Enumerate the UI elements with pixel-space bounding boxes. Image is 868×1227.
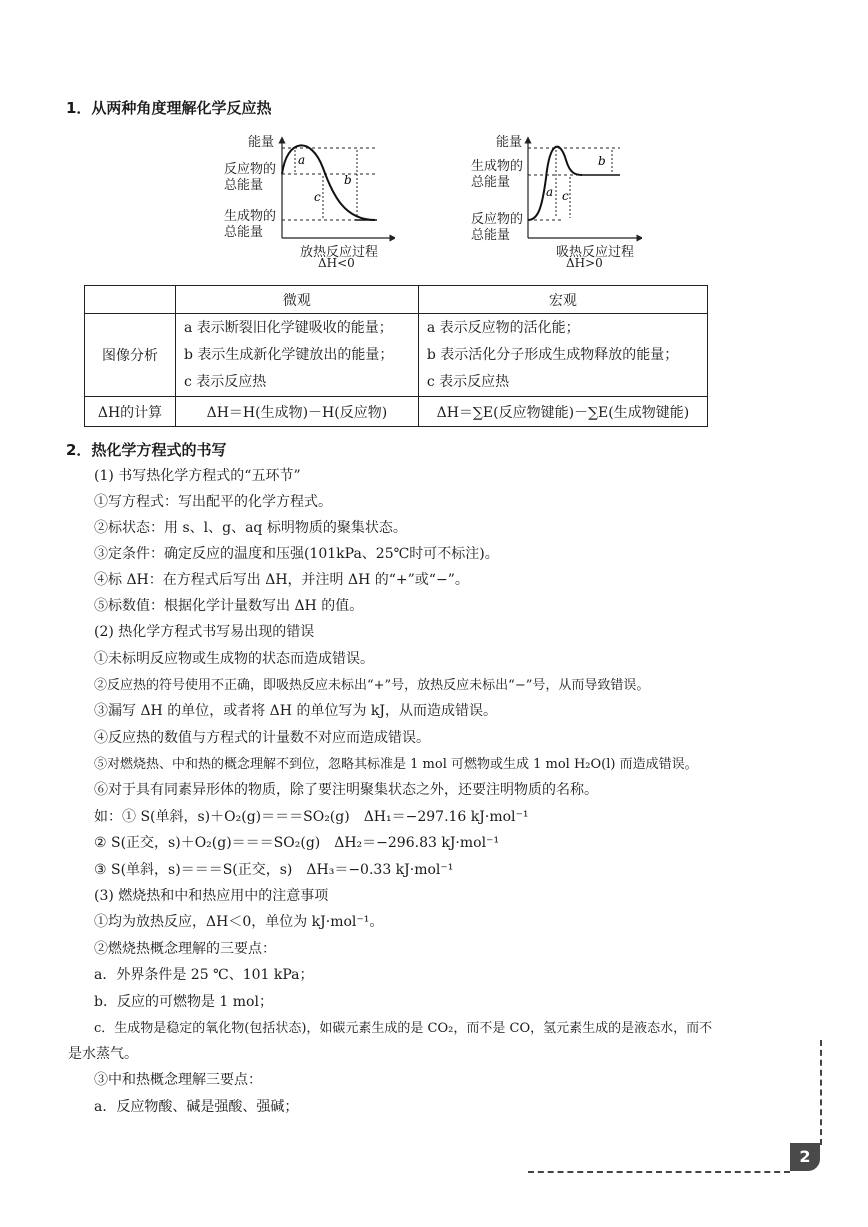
text-line: ③ S(单斜，s)＝＝＝S(正交，s) ΔH₃＝−0.33 kJ·mol⁻¹ <box>94 862 454 878</box>
mark-c: c <box>562 189 569 203</box>
text-line: a．外界条件是 25 ℃、101 kPa； <box>94 967 314 983</box>
left-product-label-2: 总能量 <box>224 225 264 240</box>
text-line: ③定条件：确定反应的温度和压强(101kPa、25℃时可不标注)。 <box>94 546 499 562</box>
text-line: (2) 热化学方程式书写易出现的错误 <box>94 624 315 640</box>
text-line: ①未标明反应物或生成物的状态而造成错误。 <box>94 651 374 667</box>
text-line: 是水蒸气。 <box>68 1046 138 1062</box>
header-macro: 宏观 <box>418 286 707 314</box>
calc-micro: ΔH＝H(生成物)－H(反应物) <box>176 397 419 427</box>
text-line: ②反应热的符号使用不正确，即吸热反应未标出“+”号，放热反应未标出“−”号，从而导致错误。 <box>94 678 650 693</box>
mark-b: b <box>598 154 606 168</box>
reaction-heat-table <box>84 285 708 427</box>
section1-title: 1．从两种角度理解化学反应热 <box>66 99 272 117</box>
macro-cell: a 表示反应物的活化能； b 表示活化分子形成生成物释放的能量； c 表示反应热 <box>418 314 707 397</box>
right-y-label: 能量 <box>496 135 523 150</box>
mark-c: c <box>314 190 321 204</box>
text-line: ④标 ΔH：在方程式后写出 ΔH，并注明 ΔH 的“+”或“−”。 <box>94 572 469 588</box>
text-line: ①均为放热反应，ΔH＜0，单位为 kJ·mol⁻¹。 <box>94 914 384 930</box>
text-line: ③中和热概念理解三要点： <box>94 1072 262 1088</box>
mark-b: b <box>344 173 352 187</box>
text-line: b．反应的可燃物是 1 mol； <box>94 994 273 1010</box>
text-line: a．反应物酸、碱是强酸、强碱； <box>94 1099 299 1115</box>
text-line: ② S(正交，s)＋O₂(g)＝＝＝SO₂(g) ΔH₂＝−296.83 kJ·mol⁻¹ <box>94 835 500 851</box>
left-y-label: 能量 <box>248 135 275 150</box>
left-caption: 放热反应过程 <box>300 245 379 260</box>
footer-dashes <box>528 1171 790 1173</box>
row-label-analysis: 图像分析 <box>85 314 176 397</box>
left-reactant-label-1: 反应物的 <box>224 162 277 177</box>
text-line: 如：① S(单斜，s)＋O₂(g)＝＝＝SO₂(g) ΔH₁＝−297.16 kJ·mol⁻¹ <box>94 809 529 825</box>
right-reactant-label-1: 反应物的 <box>471 212 524 227</box>
mark-a: a <box>298 153 306 167</box>
left-reactant-label-2: 总能量 <box>224 178 264 193</box>
section2-title: 2．热化学方程式的书写 <box>66 441 227 459</box>
calc-macro: ΔH＝∑E(反应物键能)－∑E(生成物键能) <box>418 397 707 427</box>
text-line: ②燃烧热概念理解的三要点： <box>94 941 276 957</box>
text-line: (3) 燃烧热和中和热应用中的注意事项 <box>94 888 329 904</box>
text-line: ④反应热的数值与方程式的计量数不对应而造成错误。 <box>94 730 430 746</box>
mark-a: a <box>546 185 554 199</box>
text-line: ⑤标数值：根据化学计量数写出 ΔH 的值。 <box>94 598 364 614</box>
text-line: ⑥对于具有同素异形体的物质，除了要注明聚集状态之外，还要注明物质的名称。 <box>94 782 598 798</box>
text-line: (1) 书写热化学方程式的“五环节” <box>94 468 301 484</box>
text-line: ①写方程式：写出配平的化学方程式。 <box>94 494 332 510</box>
header-micro: 微观 <box>176 286 419 314</box>
right-reactant-label-2: 总能量 <box>471 228 511 243</box>
right-product-label-2: 总能量 <box>471 175 511 190</box>
right-subcaption: ΔH>0 <box>566 256 603 270</box>
right-product-label-1: 生成物的 <box>471 159 524 174</box>
row-label-calc: ΔH的计算 <box>85 397 176 427</box>
text-line: ⑤对燃烧热、中和热的概念理解不到位，忽略其标准是 1 mol 可燃物或生成 1 mol H₂O(l) 而造成错误。 <box>94 757 698 772</box>
left-product-label-1: 生成物的 <box>224 209 277 224</box>
text-line: ②标状态：用 s、l、g、aq 标明物质的聚集状态。 <box>94 520 407 536</box>
left-subcaption: ΔH<0 <box>318 256 355 270</box>
micro-cell: a 表示断裂旧化学键吸收的能量； b 表示生成新化学键放出的能量； c 表示反应热 <box>176 314 419 397</box>
text-line: ③漏写 ΔH 的单位，或者将 ΔH 的单位写为 kJ，从而造成错误。 <box>94 703 497 719</box>
text-line: c．生成物是稳定的氧化物(包括状态)，如碳元素生成的是 CO₂，而不是 CO，氢元素生成的是液态水，而不 <box>94 1021 713 1036</box>
page-edge-dashes <box>820 1040 822 1145</box>
right-caption: 吸热反应过程 <box>556 245 635 260</box>
page-number: 2 <box>790 1143 820 1171</box>
energy-curve <box>528 147 582 220</box>
energy-curve <box>282 145 375 220</box>
